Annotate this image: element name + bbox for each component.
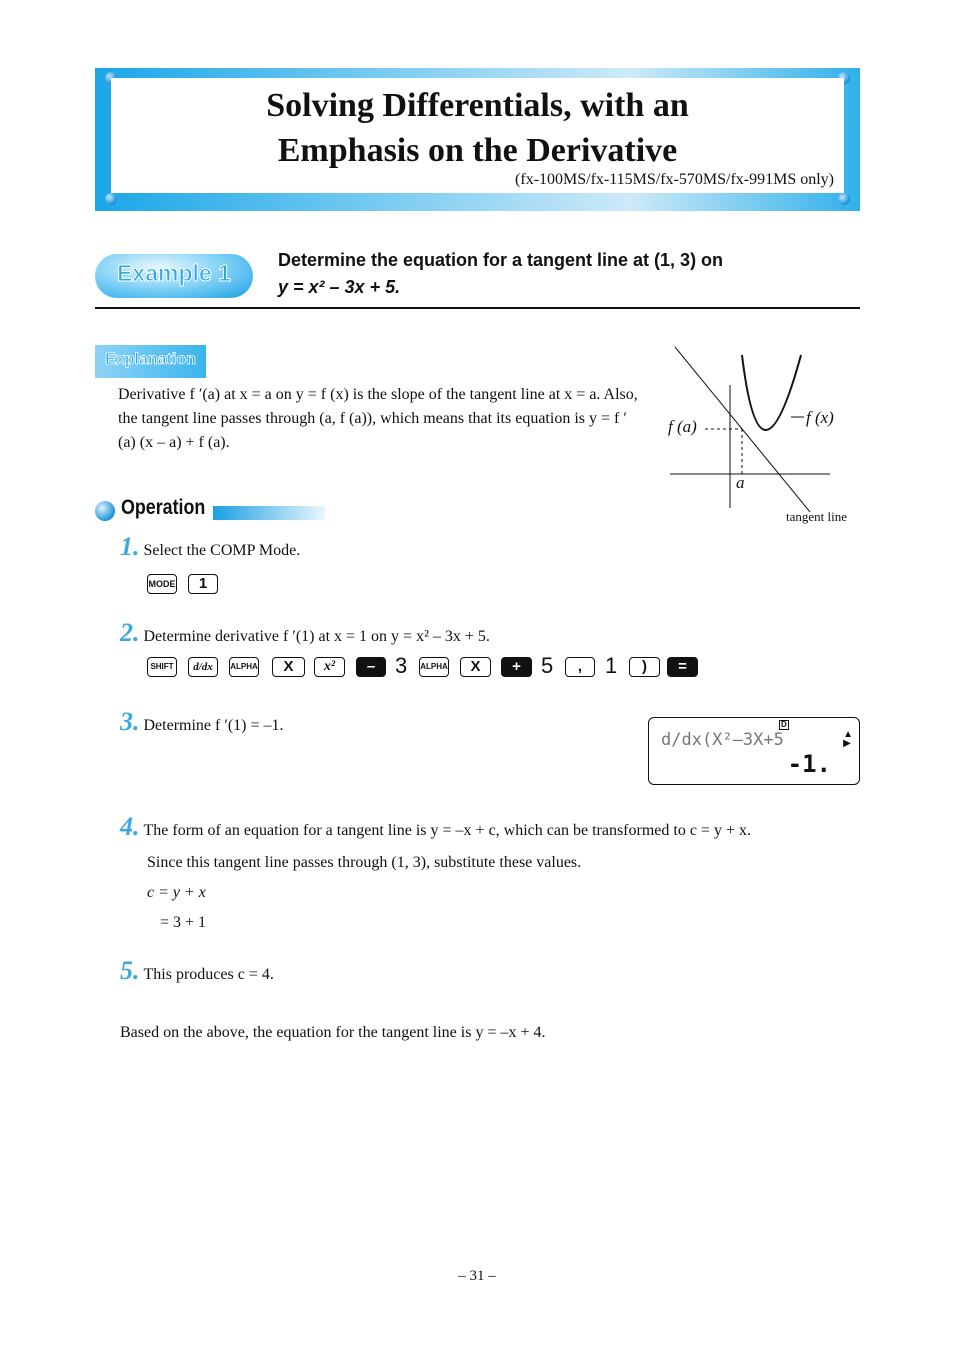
plus-key[interactable]: +	[501, 657, 532, 677]
x-squared-key[interactable]: x²	[314, 657, 345, 677]
graph-label-fx: f (x)	[806, 408, 834, 427]
display-expression: d/dx(X²–3X+5	[661, 730, 784, 750]
step-number: 4	[120, 812, 133, 841]
example-desc-line-1: Determine the equation for a tangent line at (1, 3) on	[278, 250, 724, 270]
shift-key[interactable]: SHIFT	[147, 657, 177, 677]
alpha-key[interactable]: ALPHA	[229, 657, 259, 677]
page-number: – 31 –	[458, 1268, 496, 1284]
operation-label: Operation	[121, 496, 206, 519]
graph-label-fa: f (a)	[668, 417, 697, 436]
graph-label-a: a	[736, 473, 745, 492]
scroll-arrows-icon: ▲ ▶	[843, 729, 853, 749]
step-text: The form of an equation for a tangent line is y = –x + c, which can be transformed to c = y + x.	[143, 822, 751, 839]
curve-fx	[742, 355, 801, 430]
step-1: 1. Select the COMP Mode.	[120, 532, 301, 561]
equation-line-2: = 3 + 1	[160, 914, 207, 931]
one-key[interactable]: 1	[605, 653, 618, 678]
step-4: 4. The form of an equation for a tangent line is y = –x + c, which can be transformed to c = y + x.	[120, 812, 751, 841]
model-note: (fx-100MS/fx-115MS/fx-570MS/fx-991MS only)	[515, 171, 834, 188]
x-key[interactable]: X	[460, 657, 491, 677]
corner-dot-icon	[105, 193, 117, 205]
one-key[interactable]: 1	[188, 574, 218, 594]
step-text: Determine derivative f ′(1) at x = 1 on y = x² – 3x + 5.	[143, 628, 490, 645]
comma-key[interactable]: ,	[565, 657, 595, 677]
step-text-line-2: Since this tangent line passes through (1, 3), substitute these values.	[147, 854, 582, 871]
title-line-2: Emphasis on the Derivative	[277, 132, 678, 169]
tangent-graph	[660, 345, 860, 530]
five-key[interactable]: 5	[541, 653, 554, 678]
three-key[interactable]: 3	[395, 653, 408, 678]
mode-key[interactable]: MODE	[147, 574, 177, 594]
degree-indicator: D	[781, 720, 787, 729]
alpha-key[interactable]: ALPHA	[419, 657, 449, 677]
step-text: This produces c = 4.	[143, 966, 274, 983]
title-frame	[95, 68, 860, 211]
step-5: 5. This produces c = 4.	[120, 956, 274, 985]
step-number: 2	[120, 618, 133, 647]
corner-dot-icon	[838, 193, 850, 205]
minus-key[interactable]: –	[356, 657, 386, 677]
right-paren-key[interactable]: )	[629, 657, 660, 677]
graph-label-tangent: tangent line	[786, 509, 848, 524]
heading-bar	[213, 506, 325, 520]
step-2: 2. Determine derivative f ′(1) at x = 1 on y = x² – 3x + 5.	[120, 618, 490, 647]
bullet-icon	[95, 501, 115, 521]
example-badge	[95, 254, 253, 298]
title-line-1: Solving Differentials, with an	[266, 87, 689, 124]
operation-heading	[95, 498, 325, 524]
explanation-tag-label: Explanation	[105, 351, 196, 368]
example-description	[278, 247, 838, 301]
ddx-key[interactable]: d/dx	[188, 657, 218, 677]
conclusion-text: Based on the above, the equation for the tangent line is y = –x + 4.	[120, 1024, 546, 1041]
step-text: Determine f ′(1) = –1.	[143, 717, 284, 734]
calculator-display	[648, 717, 860, 785]
step-3: 3. Determine f ′(1) = –1.	[120, 707, 284, 736]
example-badge-label: Example 1	[117, 260, 231, 286]
example-desc-line-2: y = x² – 3x + 5.	[278, 277, 401, 297]
step-text: Select the COMP Mode.	[143, 542, 301, 559]
title-box	[111, 78, 844, 193]
step-number: 1	[120, 532, 133, 561]
page-title	[111, 83, 844, 173]
explanation-text: Derivative f ′(a) at x = a on y = f (x) is the slope of the tangent line at x = a. Also, the tangent line passes through (a, f (a)), which means that its equation is y = f ′(a) (x – a) + f (a).	[118, 386, 638, 451]
equals-key[interactable]: =	[667, 657, 698, 677]
divider	[95, 307, 860, 309]
explanation-tag	[95, 345, 206, 378]
equation-line-1: c = y + x	[147, 884, 206, 901]
x-key[interactable]: X	[272, 657, 305, 677]
step-number: 3	[120, 707, 133, 736]
step-number: 5	[120, 956, 133, 985]
display-result: -1.	[787, 750, 831, 778]
